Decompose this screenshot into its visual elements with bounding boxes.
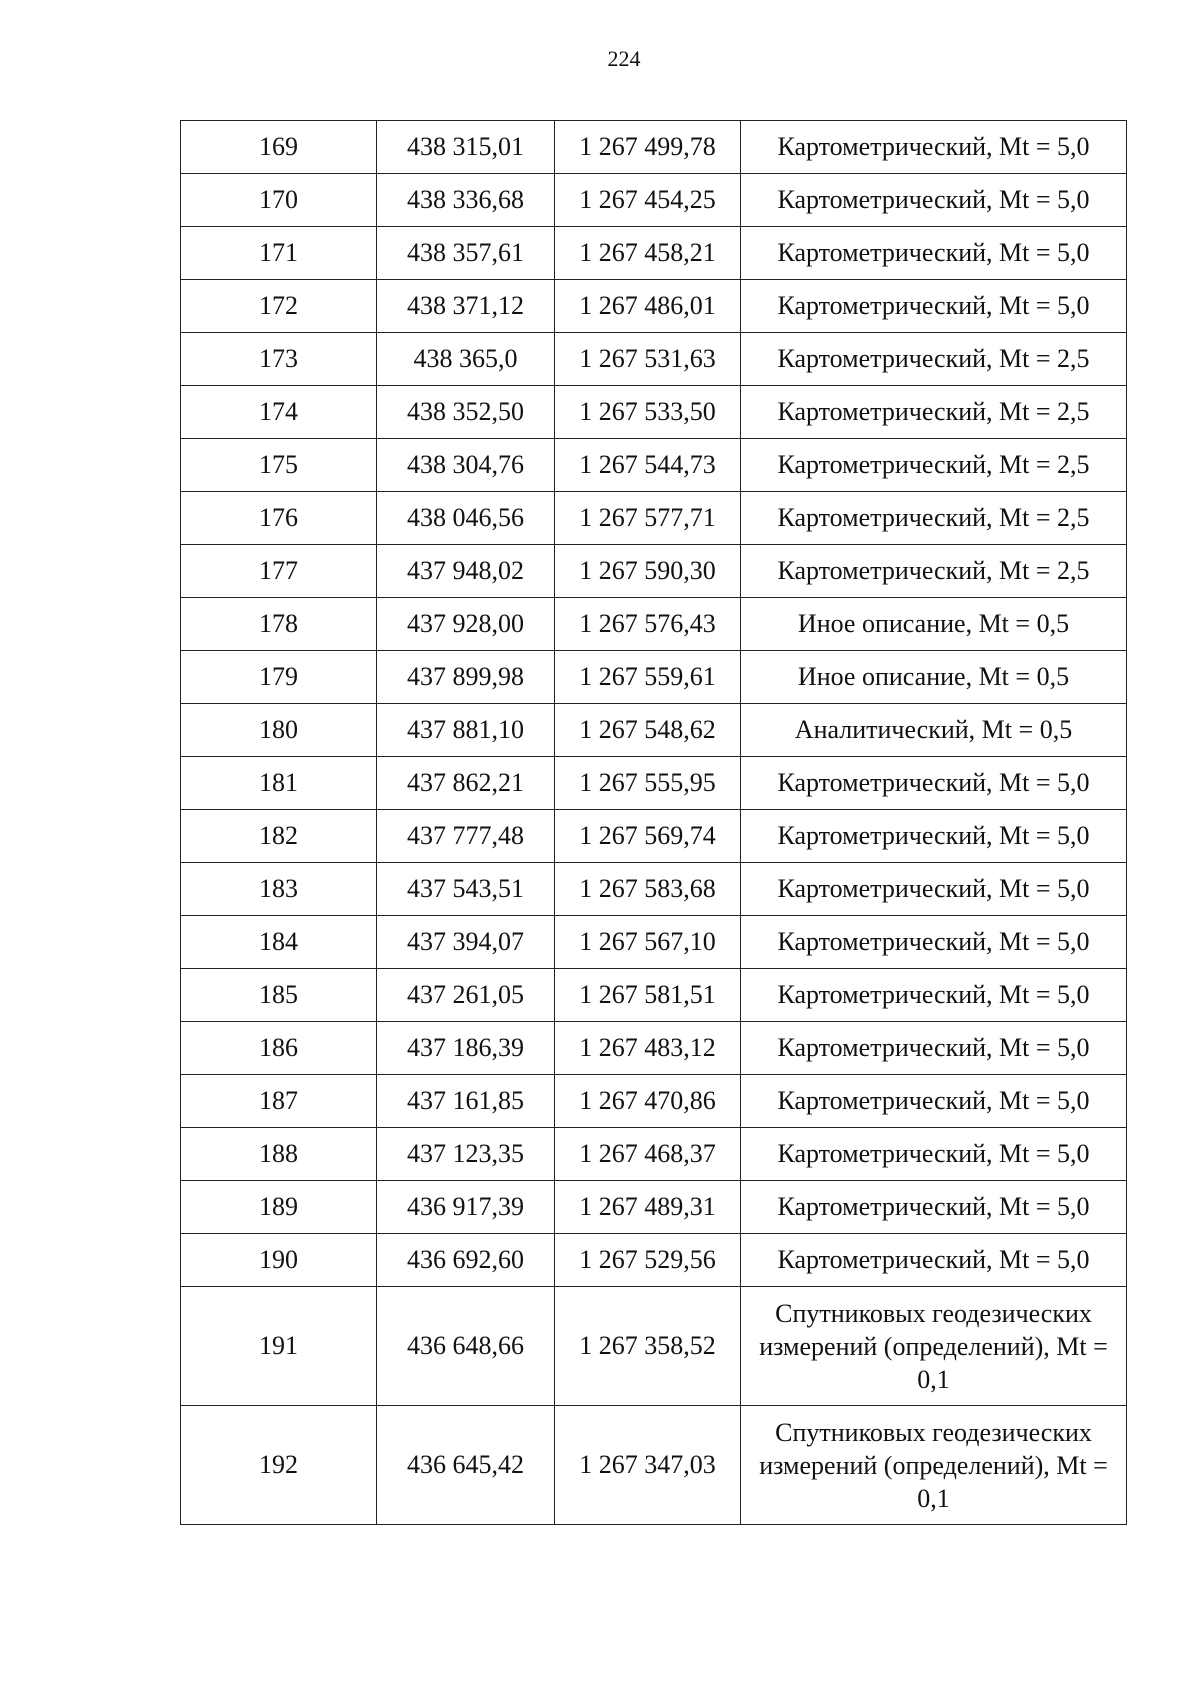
coordinate-x: 437 948,02 — [377, 545, 555, 598]
coordinate-y: 1 267 576,43 — [555, 598, 741, 651]
method-accuracy: Картометрический, Mt = 5,0 — [741, 1022, 1127, 1075]
coordinate-y: 1 267 544,73 — [555, 439, 741, 492]
method-accuracy: Картометрический, Mt = 5,0 — [741, 1075, 1127, 1128]
coordinate-y: 1 267 567,10 — [555, 916, 741, 969]
coordinate-y: 1 267 581,51 — [555, 969, 741, 1022]
coordinate-x: 437 928,00 — [377, 598, 555, 651]
point-number: 187 — [181, 1075, 377, 1128]
coordinate-x: 438 304,76 — [377, 439, 555, 492]
point-number: 176 — [181, 492, 377, 545]
point-number: 180 — [181, 704, 377, 757]
coordinate-x: 438 365,0 — [377, 333, 555, 386]
method-accuracy: Картометрический, Mt = 2,5 — [741, 333, 1127, 386]
method-accuracy: Картометрический, Mt = 5,0 — [741, 227, 1127, 280]
table-row — [181, 598, 1127, 651]
table-row — [181, 1287, 1127, 1406]
coordinate-y: 1 267 583,68 — [555, 863, 741, 916]
coordinate-y: 1 267 486,01 — [555, 280, 741, 333]
coordinate-x: 437 777,48 — [377, 810, 555, 863]
point-number: 178 — [181, 598, 377, 651]
coordinate-y: 1 267 483,12 — [555, 1022, 741, 1075]
coordinate-y: 1 267 458,21 — [555, 227, 741, 280]
table-row — [181, 810, 1127, 863]
point-number: 181 — [181, 757, 377, 810]
table-row — [181, 280, 1127, 333]
point-number: 170 — [181, 174, 377, 227]
point-number: 188 — [181, 1128, 377, 1181]
coordinate-y: 1 267 358,52 — [555, 1287, 741, 1406]
method-accuracy: Картометрический, Mt = 5,0 — [741, 1234, 1127, 1287]
point-number: 183 — [181, 863, 377, 916]
coordinate-x: 436 645,42 — [377, 1406, 555, 1525]
method-accuracy: Иное описание, Mt = 0,5 — [741, 598, 1127, 651]
coordinate-x: 436 648,66 — [377, 1287, 555, 1406]
point-number: 192 — [181, 1406, 377, 1525]
point-number: 191 — [181, 1287, 377, 1406]
coordinate-x: 438 371,12 — [377, 280, 555, 333]
coordinate-y: 1 267 489,31 — [555, 1181, 741, 1234]
method-accuracy: Картометрический, Mt = 5,0 — [741, 916, 1127, 969]
point-number: 171 — [181, 227, 377, 280]
point-number: 177 — [181, 545, 377, 598]
table-row — [181, 492, 1127, 545]
method-accuracy: Картометрический, Mt = 5,0 — [741, 810, 1127, 863]
table-row — [181, 386, 1127, 439]
table-row — [181, 651, 1127, 704]
point-number: 182 — [181, 810, 377, 863]
method-accuracy: Спутниковых геодезических измерений (определений), Mt = 0,1 — [741, 1287, 1127, 1406]
coordinates-table-body — [181, 121, 1127, 1525]
method-accuracy: Картометрический, Mt = 5,0 — [741, 174, 1127, 227]
point-number: 189 — [181, 1181, 377, 1234]
coordinate-y: 1 267 548,62 — [555, 704, 741, 757]
method-accuracy: Картометрический, Mt = 5,0 — [741, 121, 1127, 174]
method-accuracy: Картометрический, Mt = 5,0 — [741, 1128, 1127, 1181]
method-accuracy: Картометрический, Mt = 5,0 — [741, 863, 1127, 916]
table-row — [181, 174, 1127, 227]
coordinate-y: 1 267 577,71 — [555, 492, 741, 545]
method-accuracy: Иное описание, Mt = 0,5 — [741, 651, 1127, 704]
coordinate-y: 1 267 499,78 — [555, 121, 741, 174]
coordinate-x: 437 123,35 — [377, 1128, 555, 1181]
table-row — [181, 227, 1127, 280]
coordinate-y: 1 267 555,95 — [555, 757, 741, 810]
table-row — [181, 545, 1127, 598]
coordinates-table — [180, 120, 1127, 1525]
coordinate-x: 438 315,01 — [377, 121, 555, 174]
method-accuracy: Картометрический, Mt = 2,5 — [741, 386, 1127, 439]
method-accuracy: Картометрический, Mt = 2,5 — [741, 439, 1127, 492]
coordinate-y: 1 267 533,50 — [555, 386, 741, 439]
point-number: 174 — [181, 386, 377, 439]
coordinate-y: 1 267 470,86 — [555, 1075, 741, 1128]
coordinate-x: 438 046,56 — [377, 492, 555, 545]
coordinate-y: 1 267 529,56 — [555, 1234, 741, 1287]
table-row — [181, 916, 1127, 969]
table-row — [181, 1075, 1127, 1128]
table-row — [181, 439, 1127, 492]
coordinate-y: 1 267 590,30 — [555, 545, 741, 598]
table-row — [181, 969, 1127, 1022]
point-number: 175 — [181, 439, 377, 492]
coordinate-y: 1 267 569,74 — [555, 810, 741, 863]
coordinate-x: 437 543,51 — [377, 863, 555, 916]
coordinate-x: 438 352,50 — [377, 386, 555, 439]
point-number: 169 — [181, 121, 377, 174]
coordinate-x: 438 357,61 — [377, 227, 555, 280]
method-accuracy: Картометрический, Mt = 5,0 — [741, 969, 1127, 1022]
coordinate-x: 436 692,60 — [377, 1234, 555, 1287]
coordinate-x: 438 336,68 — [377, 174, 555, 227]
coordinate-y: 1 267 454,25 — [555, 174, 741, 227]
table-row — [181, 1128, 1127, 1181]
table-row — [181, 1234, 1127, 1287]
coordinate-x: 437 394,07 — [377, 916, 555, 969]
point-number: 173 — [181, 333, 377, 386]
page-number: 224 — [607, 46, 641, 71]
coordinate-x: 437 899,98 — [377, 651, 555, 704]
coordinate-x: 437 161,85 — [377, 1075, 555, 1128]
method-accuracy: Картометрический, Mt = 2,5 — [741, 545, 1127, 598]
coordinate-x: 437 186,39 — [377, 1022, 555, 1075]
point-number: 172 — [181, 280, 377, 333]
coordinate-y: 1 267 559,61 — [555, 651, 741, 704]
method-accuracy: Картометрический, Mt = 2,5 — [741, 492, 1127, 545]
coordinate-y: 1 267 468,37 — [555, 1128, 741, 1181]
table-row — [181, 704, 1127, 757]
coordinate-x: 437 881,10 — [377, 704, 555, 757]
method-accuracy: Спутниковых геодезических измерений (определений), Mt = 0,1 — [741, 1406, 1127, 1525]
coordinate-x: 437 862,21 — [377, 757, 555, 810]
method-accuracy: Картометрический, Mt = 5,0 — [741, 1181, 1127, 1234]
point-number: 185 — [181, 969, 377, 1022]
point-number: 190 — [181, 1234, 377, 1287]
method-accuracy: Картометрический, Mt = 5,0 — [741, 757, 1127, 810]
table-row — [181, 1181, 1127, 1234]
method-accuracy: Аналитический, Mt = 0,5 — [741, 704, 1127, 757]
table-row — [181, 1406, 1127, 1525]
point-number: 184 — [181, 916, 377, 969]
point-number: 186 — [181, 1022, 377, 1075]
coordinate-y: 1 267 531,63 — [555, 333, 741, 386]
coordinate-x: 437 261,05 — [377, 969, 555, 1022]
table-row — [181, 333, 1127, 386]
table-row — [181, 757, 1127, 810]
method-accuracy: Картометрический, Mt = 5,0 — [741, 280, 1127, 333]
table-row — [181, 863, 1127, 916]
point-number: 179 — [181, 651, 377, 704]
coordinate-y: 1 267 347,03 — [555, 1406, 741, 1525]
table-row — [181, 1022, 1127, 1075]
table-row — [181, 121, 1127, 174]
coordinate-x: 436 917,39 — [377, 1181, 555, 1234]
